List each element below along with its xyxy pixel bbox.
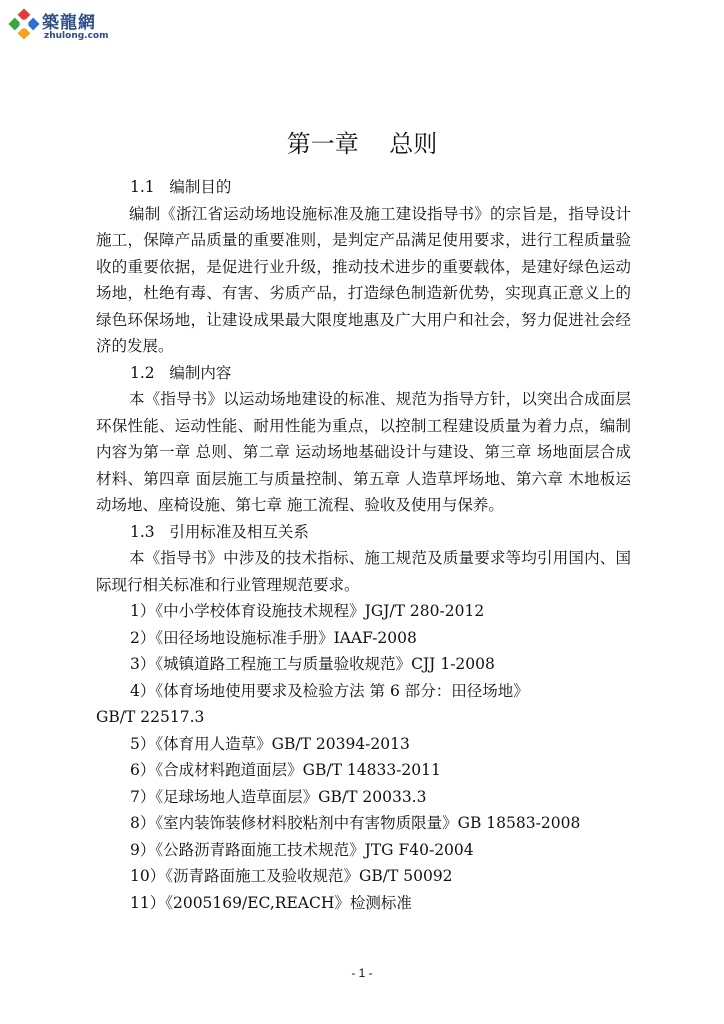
reference-item: 6）《合成材料跑道面层》GB/T 14833-2011 <box>130 761 441 779</box>
reference-item: 4）《体育场地使用要求及检验方法 第 6 部分：田径场地》 <box>130 681 529 700</box>
document-body <box>96 174 631 916</box>
reference-item-continuation: GB/T 22517.3 <box>96 708 205 726</box>
section-heading: 1.2 编制内容 <box>130 363 232 382</box>
logo-name: 築龍網 <box>42 13 96 33</box>
reference-item: 7）《足球场地人造草面层》GB/T 20033.3 <box>130 787 427 806</box>
logo-mark-icon <box>4 4 44 44</box>
reference-item: 10）《沥青路面施工及验收规范》GB/T 50092 <box>130 867 453 885</box>
paragraph: 本《指导书》中涉及的技术指标、施工规范及质量要求等均引用国内、国际现行相关标准和行业管理规范要求。 <box>96 549 631 594</box>
section-heading: 1.3 引用标准及相互关系 <box>130 522 309 541</box>
zhulong-logo <box>4 4 114 50</box>
logo-domain: zhulong.com <box>44 31 109 41</box>
reference-item: 1）《中小学校体育设施技术规程》JGJ/T 280-2012 <box>130 602 485 620</box>
paragraph: 本《指导书》以运动场地建设的标准、规范为指导方针，以突出合成面层环保性能、运动性能、耐用性能为重点，以控制工程建设质量为着力点，编制内容为第一章 总则、第二章 运动场地基础设计与建设、第三章 场地面层合成材料、第四章 面层施工与质量控制、第五章 人造草坪场地、第六章 木地板运动场地、座椅设施、第七章 施工流程、验收及使用与保养。 <box>96 390 631 514</box>
reference-item: 9）《公路沥青路面施工技术规范》JTG F40-2004 <box>130 840 474 859</box>
paragraph: 编制《浙江省运动场地设施标准及施工建设指导书》的宗旨是，指导设计施工，保障产品质量的重要准则，是判定产品满足使用要求，进行工程质量验收的重要依据，是促进行业升级，推动技术进步的重要载体，是建好绿色运动场地，杜绝有毒、有害、劣质产品，打造绿色制造新优势，实现真正意义上的绿色环保场地，让建设成果最大限度地惠及广大用户和社会，努力促进社会经济的发展。 <box>96 204 631 355</box>
chapter-title: 第一章 总则 <box>286 130 438 158</box>
reference-item: 11）《2005169/EC,REACH》检测标准 <box>130 893 412 912</box>
section-heading: 1.1 编制目的 <box>130 178 232 196</box>
page-number: - 1 - <box>351 966 373 980</box>
reference-item: 8）《室内装饰装修材料胶粘剂中有害物质限量》GB 18583-2008 <box>130 814 581 832</box>
reference-item: 2）《田径场地设施标准手册》IAAF-2008 <box>130 628 417 647</box>
reference-item: 3）《城镇道路工程施工与质量验收规范》CJJ 1-2008 <box>130 655 495 673</box>
reference-item: 5）《体育用人造草》GB/T 20394-2013 <box>130 734 410 753</box>
